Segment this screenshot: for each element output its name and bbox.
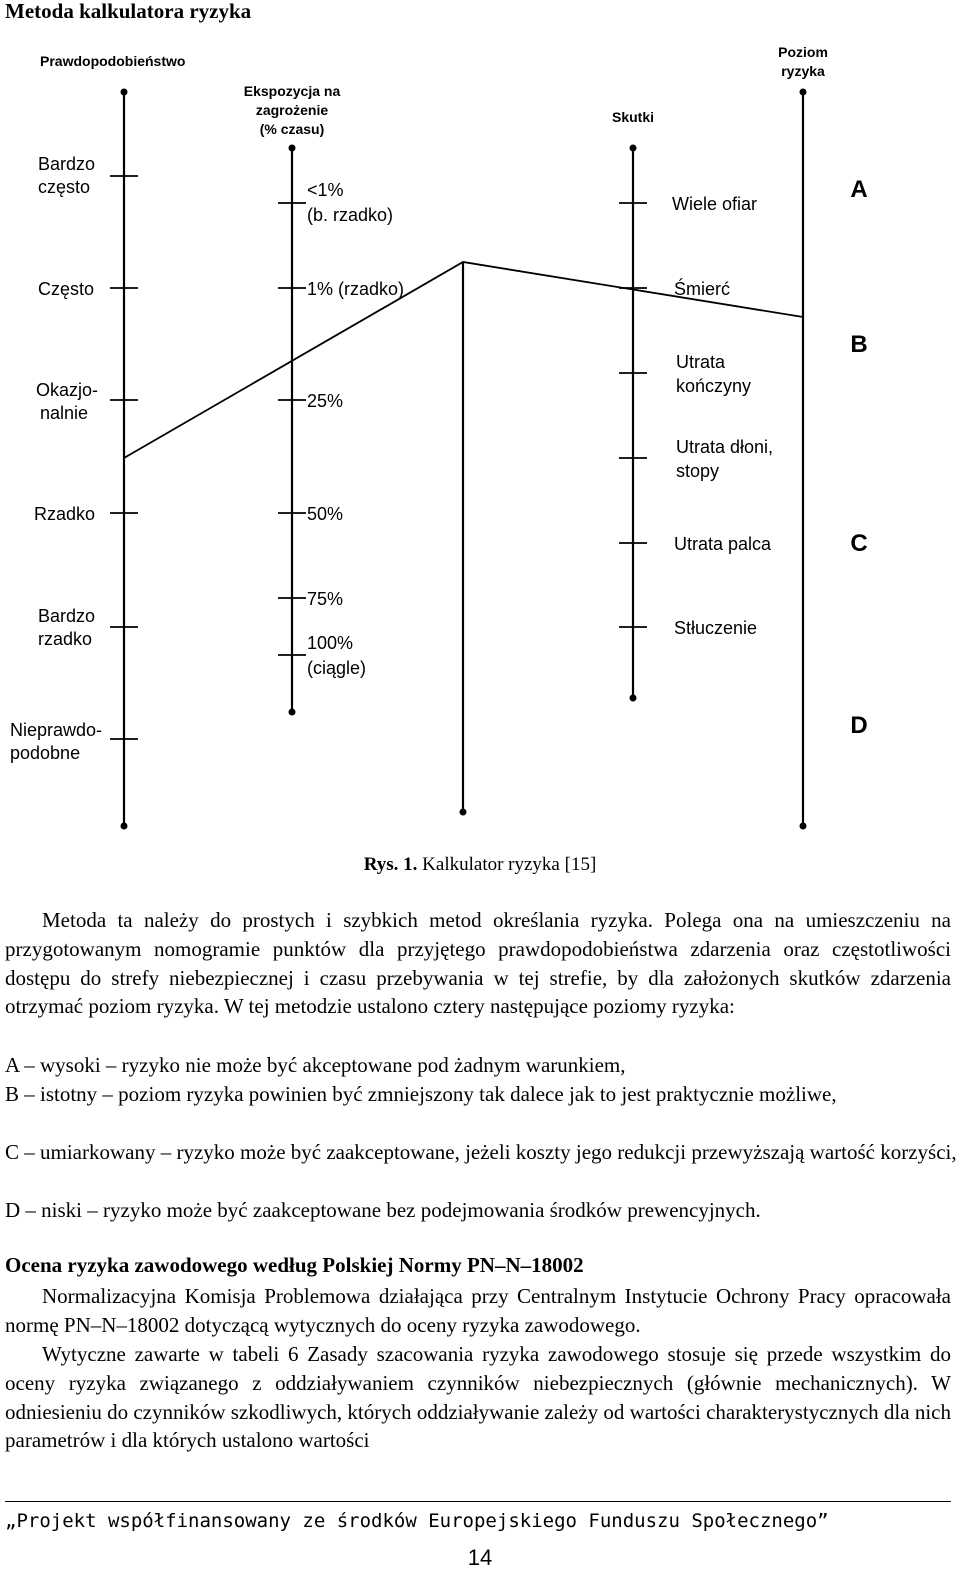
probability-label-occasionally-2: nalnie	[40, 403, 89, 423]
probability-label-unlikely-2: podobne	[10, 743, 81, 763]
risk-level-b: B	[850, 331, 868, 358]
axis-end-dot	[630, 695, 637, 702]
axis-end-dot	[630, 145, 637, 152]
exposure-label-100-1: 100%	[307, 633, 354, 653]
paragraph-commission: Normalizacyjna Komisja Problemowa działająca przy Centralnym Instytucie Ochrony Pracy opracowała normę PN–N–18002 dotyczącą wytycznych do oceny ryzyka zawodowego.	[5, 1284, 951, 1337]
consequences-label-hand-loss-1: Utrata dłoni,	[676, 437, 774, 457]
risk-axis-title-line1: Poziom	[778, 44, 828, 60]
axis-end-dot	[289, 145, 296, 152]
risk-level-c: C	[850, 530, 868, 557]
exposure-label-100-2: (ciągle)	[307, 658, 367, 678]
risk-calculator-nomogram	[0, 30, 960, 835]
axis-end-dot	[800, 89, 807, 96]
probability-label-very-rarely-2: rzadko	[38, 629, 93, 649]
probability-label-unlikely-1: Nieprawdo-	[10, 720, 103, 740]
section-title: Metoda kalkulatora ryzyka	[5, 0, 252, 23]
exposure-label-50: 50%	[307, 504, 344, 524]
exposure-label-lt1-2: (b. rzadko)	[307, 205, 394, 225]
axis-end-dot	[289, 709, 296, 716]
consequences-label-hand-loss-2: stopy	[676, 461, 720, 481]
paragraph-method-description: Metoda ta należy do prostych i szybkich metod określania ryzyka. Polega ona na umieszczeniu na przygotowanym nomogramie punktów dla przyjętego prawdopodobieństwa zdarzenia oraz częstotliwości dostępu do strefy niebezpiecznej i czasu przebywania w tej strefie, by dla założonych skutków zdarzenia otrzymać poziom ryzyka. W tej metodzie ustalono cztery następujące poziomy ryzyka:	[5, 908, 951, 1019]
probability-label-rarely: Rzadko	[34, 504, 96, 524]
consequences-label-limb-loss-2: kończyny	[676, 376, 752, 396]
risk-level-item-d: D – niski – ryzyko może być zaakceptowane bez podejmowania środków prewencyjnych.	[5, 1198, 761, 1222]
risk-level-a: A	[850, 176, 868, 203]
axis-end-dot	[800, 823, 807, 830]
consequences-label-many-victims: Wiele ofiar	[672, 194, 758, 214]
figure-caption-number: Rys. 1.	[363, 854, 418, 875]
axis-end-dot	[460, 809, 467, 816]
section-subheading: Ocena ryzyka zawodowego według Polskiej Normy PN–N–18002	[5, 1253, 584, 1277]
exposure-axis-title-line2: zagrożenie	[255, 102, 329, 118]
probability-label-occasionally-1: Okazjo-	[36, 380, 99, 400]
axis-end-dot	[121, 823, 128, 830]
exposure-axis-title-line3: (% czasu)	[259, 121, 325, 137]
footer-funding-note: „Projekt współfinansowany ze środków Europejskiego Funduszu Społecznego”	[5, 1510, 829, 1532]
exposure-label-75: 75%	[307, 589, 344, 609]
consequences-label-bruise: Stłuczenie	[674, 618, 758, 638]
exposure-label-1: 1% (rzadko)	[307, 279, 405, 299]
probability-label-very-often-2: często	[38, 177, 91, 197]
risk-level-item-c: C – umiarkowany – ryzyko może być zaakceptowane, jeżeli koszty jego redukcji przewyższają wartość korzyści,	[5, 1140, 957, 1164]
probability-label-often: Często	[38, 279, 95, 299]
consequences-label-limb-loss-1: Utrata	[676, 352, 726, 372]
consequences-axis-title: Skutki	[611, 109, 655, 125]
exposure-label-lt1-1: <1%	[307, 180, 344, 200]
probability-axis-title: Prawdopodobieństwo	[40, 53, 186, 69]
footer-divider	[5, 1501, 951, 1502]
figure-caption	[0, 854, 960, 876]
consequences-label-finger-loss: Utrata palca	[674, 534, 772, 554]
figure-caption-text: Kalkulator ryzyka [15]	[417, 854, 597, 875]
consequences-label-death: Śmierć	[674, 279, 731, 299]
exposure-axis-title-line1: Ekspozycja na	[243, 83, 341, 99]
risk-level-item-b: B – istotny – poziom ryzyka powinien być zmniejszony tak dalece jak to jest praktycznie możliwe,	[5, 1082, 837, 1106]
probability-label-very-rarely-1: Bardzo	[38, 606, 96, 626]
page-number: 14	[467, 1545, 493, 1570]
paragraph-guidelines: Wytyczne zawarte w tabeli 6 Zasady szacowania ryzyka zawodowego stosuje się przede wszystkim do oceny ryzyka związanego z oddziaływaniem czynników niebezpiecznych (głównie mechanicznych). W odniesieniu do czynników szkodliwych, których oddziaływanie zależy od wartości charakterystycznych dla nich parametrów i dla których ustalono wartości	[5, 1342, 951, 1453]
risk-level-item-a: A – wysoki – ryzyko nie może być akceptowane pod żadnym warunkiem,	[5, 1053, 626, 1077]
risk-level-d: D	[850, 712, 868, 739]
probability-label-very-often-1: Bardzo	[38, 154, 96, 174]
risk-axis-title-line2: ryzyka	[781, 63, 825, 79]
exposure-label-25: 25%	[307, 391, 344, 411]
axis-end-dot	[121, 89, 128, 96]
